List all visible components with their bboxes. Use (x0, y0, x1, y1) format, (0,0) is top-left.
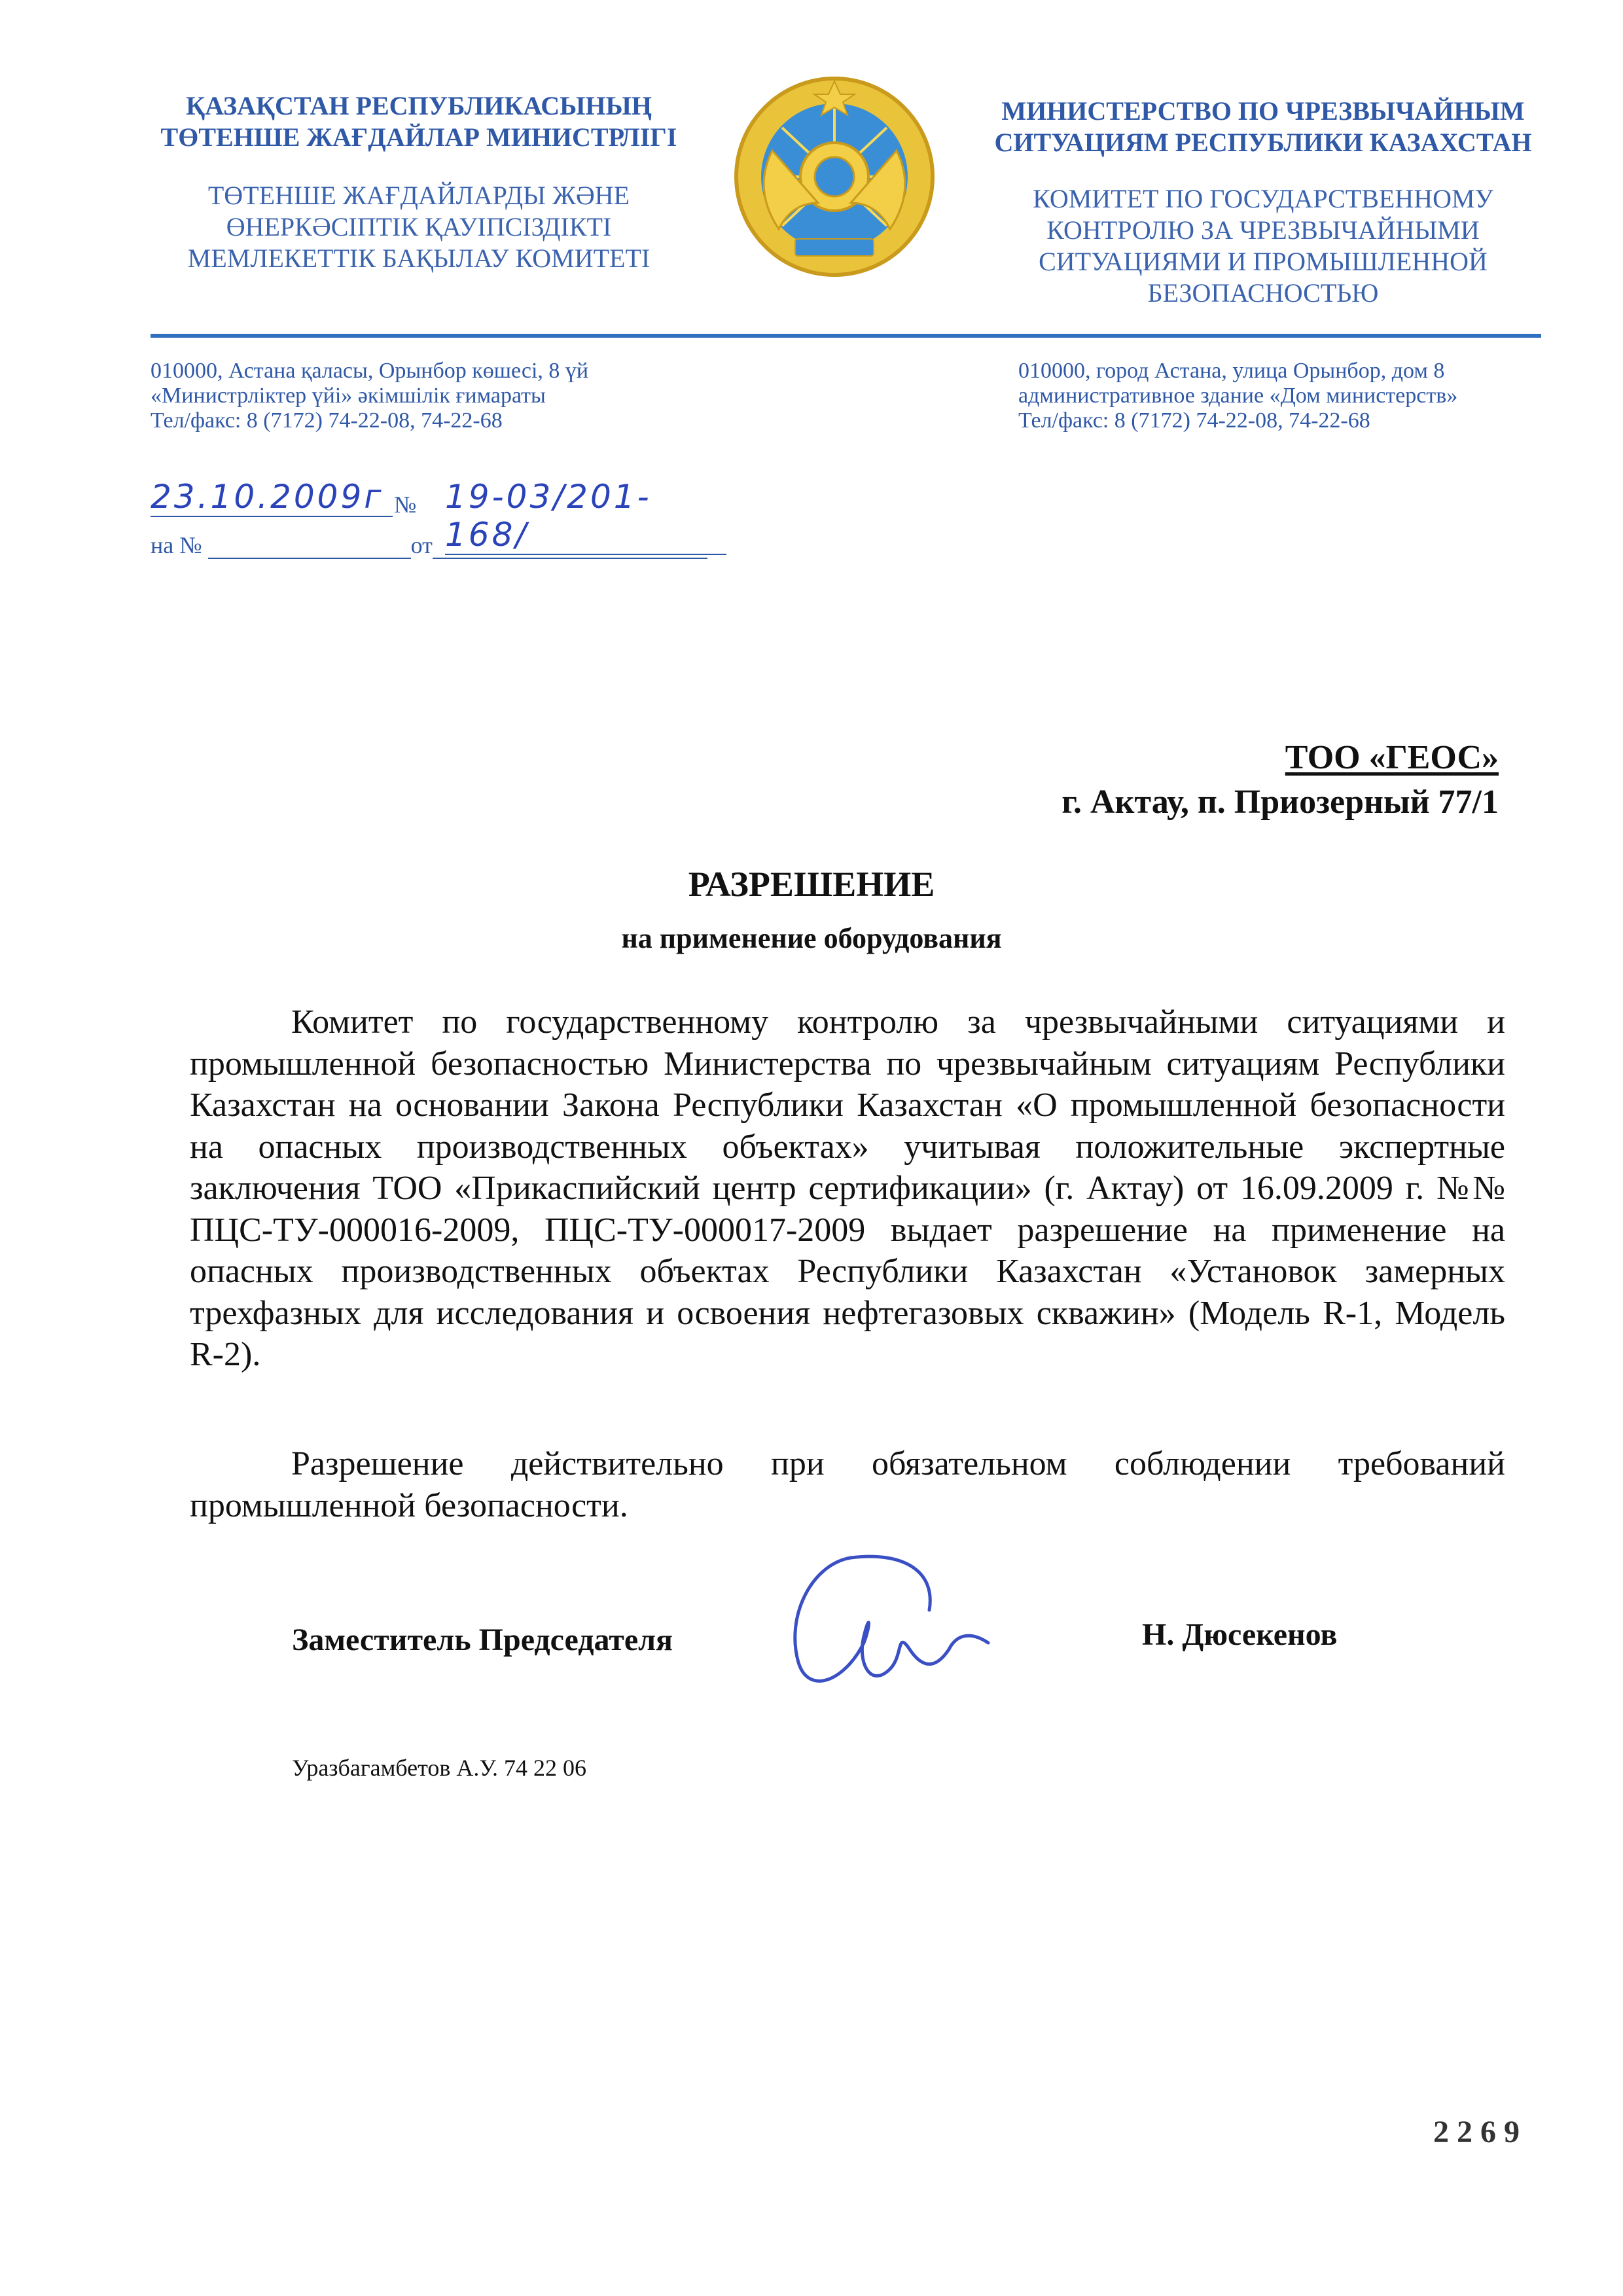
signatory-position: Заместитель Председателя (292, 1623, 673, 1657)
incoming-reference-line (151, 531, 740, 559)
addressee-name: ТОО «ГЕОС» (1285, 739, 1499, 776)
address-line: Тел/факс: 8 (7172) 74-22-08, 74-22-68 (1018, 408, 1370, 433)
address-line: административное здание «Дом министерств» (1018, 384, 1458, 408)
address-line: Тел/факс: 8 (7172) 74-22-08, 74-22-68 (151, 408, 503, 433)
header-right-title: МИНИСТЕРСТВО ПО ЧРЕЗВЫЧАЙНЫМ СИТУАЦИЯМ РЕСПУБЛИКИ КАЗАХСТАН (994, 96, 1532, 157)
body-paragraph: Разрешение действительно при обязательном соблюдении требований промышленной безопасности. (190, 1445, 1505, 1524)
signatory-name: Н. Дюсекенов (1142, 1617, 1338, 1652)
header-left-subtitle: ТӨТЕНШЕ ЖАҒДАЙЛАРДЫ ЖӘНЕ ӨНЕРКӘСІПТІК ҚАУІПСІЗДІКТІ МЕМЛЕКЕТТІК БАҚЫЛАУ КОМИТЕТІ (187, 181, 651, 273)
addressee-address: г. Актау, п. Приозерный 77/1 (1061, 783, 1499, 821)
from-date-blank (433, 538, 707, 559)
address-right (1018, 359, 1594, 433)
executor-info: Уразбагамбетов А.У. 74 22 06 (292, 1755, 587, 1781)
address-line: 010000, город Астана, улица Орынбор, дом 8 (1018, 359, 1445, 383)
header-left-title: ҚАЗАҚСТАН РЕСПУБЛИКАСЫНЫҢ ТӨТЕНШЕ ЖАҒДАЙЛАР МИНИСТРЛІГІ (160, 91, 677, 152)
reference-number: 19-03/201-168/ (445, 478, 726, 555)
header-divider (151, 334, 1541, 338)
address-line: 010000, Астана қаласы, Орынбор көшесі, 8 үй (151, 359, 589, 383)
document-title: РАЗРЕШЕНИЕ (688, 865, 935, 904)
address-left (151, 359, 740, 433)
body-paragraph: Комитет по государственному контролю за чрезвычайными ситуациями и промышленной безопасностью Министерства по чрезвычайным ситуациям Республики Казахстан на основании Закона Республики Казахстан «О промышленной безопасности на опасных производственных объектах» учитывая положительные экспертные заключения ТОО «Прикаспийский центр сертификации» (г. Актау) от 16.09.2009 г. №№ ПЦС-ТУ-000016-2009, ПЦС-ТУ-000017-2009 выдает разрешение на применение на опасных производственных объектах Республики Казахстан «Установок замерных трехфазных для исследования и освоения нефтегазовых скважин» (Модель R-1, Модель R-2). (190, 1003, 1505, 1373)
address-line: «Министрліктер үйі» әкімшілік ғимараты (151, 384, 546, 408)
document-subtitle: на применение оборудования (621, 922, 1002, 954)
header-right-subtitle: КОМИТЕТ ПО ГОСУДАРСТВЕННОМУ КОНТРОЛЮ ЗА ЧРЕЗВЫЧАЙНЫМИ СИТУАЦИЯМИ И ПРОМЫШЛЕННОЙ БЕЗОПАСНОСТЬЮ (1033, 184, 1493, 308)
incoming-label: на № (151, 532, 202, 558)
reference-number-label: № (394, 492, 417, 518)
from-label: от (410, 532, 433, 558)
incoming-number-blank (208, 538, 411, 559)
reference-date: 23.10.2009г (151, 478, 393, 517)
handwritten-signature (772, 1538, 1008, 1708)
state-emblem-icon (726, 72, 942, 288)
page-number: 2269 (1433, 2115, 1527, 2149)
